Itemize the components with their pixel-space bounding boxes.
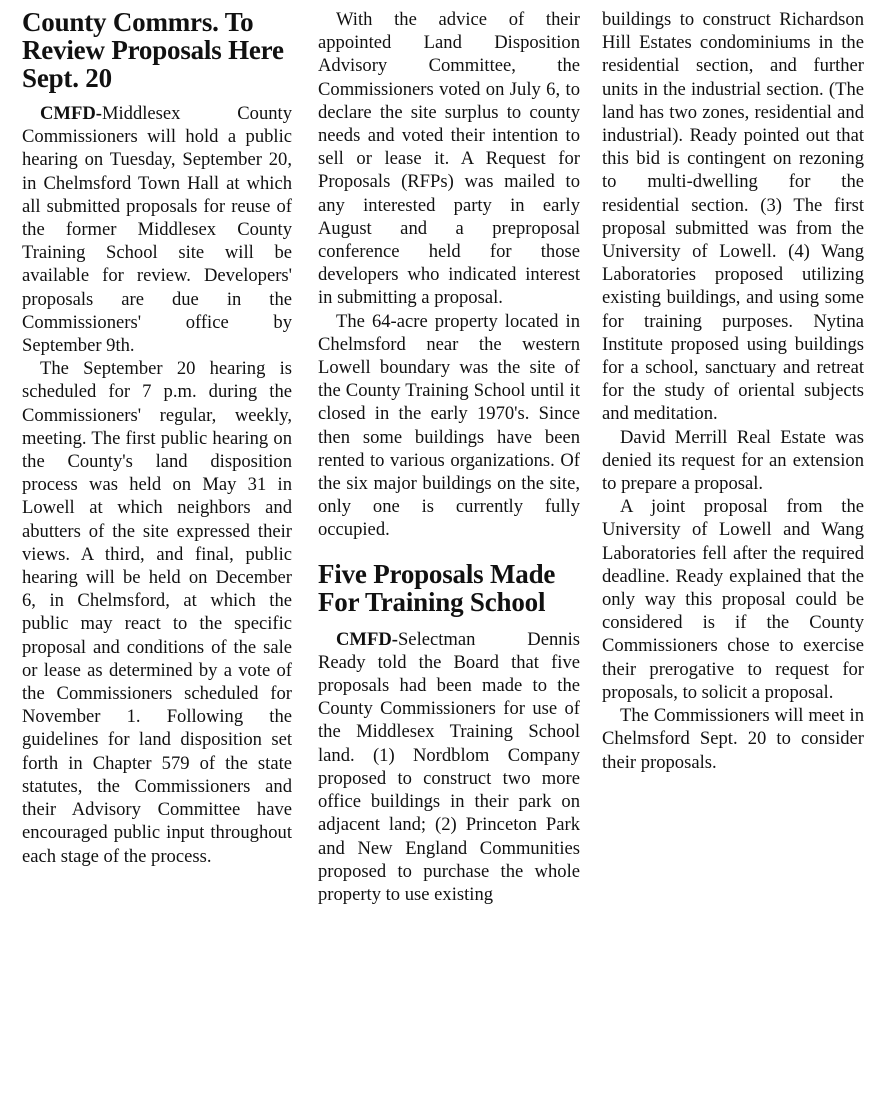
column-1 <box>22 8 292 868</box>
column-3 <box>602 8 864 774</box>
article-1-paragraph-3: With the advice of their appointed Land Disposition Advisory Committee, the Commissioners voted on July 6, to declare the site surplus to county needs and voted their intention to sell or lease it. A Request for Proposals (RFPs) was mailed to any interested party in early August and a preproposal conference held for those developers who indicated interest in submitting a proposal. <box>318 9 580 309</box>
article-2-dateline: CMFD- <box>336 628 398 650</box>
article-1-headline: County Commrs. To Review Proposals Here Sept. 20 <box>22 7 284 93</box>
article-2-paragraph-1-text: Selectman Dennis Ready told the Board that five proposals had been made to the County Commissioners for use of the Middlesex Training School land. (1) Nordblom Company proposed to construct two more office buildings in their park on adjacent land; (2) Princeton Park and New England Communities proposed to purchase the whole property to use existing <box>318 628 580 905</box>
article-1-paragraph-1-text: Middlesex County Commissioners will hold a public hearing on Tuesday, September 20, in Chelmsford Town Hall at which all submitted proposals for reuse of the former Middlesex County Training School site will be available for review. Developers' proposals are due in the Commissioners' office by September 9th. <box>22 103 292 357</box>
column-2 <box>318 8 580 906</box>
article-2-paragraph-1 <box>318 628 580 906</box>
article-2-headline: Five Proposals Made For Training School <box>318 558 556 617</box>
article-2-paragraph-1-continued: buildings to construct Richardson Hill Estates condominiums in the residential section, and further units in the industrial section. (The land has two zones, residential and industrial). Ready pointed out that this bid is contingent on rezoning to multi-dwelling for the residential section. (3) The first proposal submitted was from the University of Lowell. (4) Wang Laboratories proposed utilizing existing buildings, and using some for training purposes. Nytina Institute proposed using buildings for a school, sanctuary and retreat for the study of oriental subjects and meditation. <box>602 9 864 425</box>
article-1-dateline: CMFD- <box>40 103 102 124</box>
article-2-paragraph-2: David Merrill Real Estate was denied its request for an extension to prepare a proposal. <box>602 426 864 495</box>
article-1-paragraph-2: The September 20 hearing is scheduled for 7 p.m. during the Commissioners' regular, weekly, meeting. The first public hearing on the County's land disposition process was held on May 31 in Lowell at which neighbors and abutters of the site expressed their views. A third, and final, public hearing will be held on December 6, in Chelmsford, at which the public may react to the specific proposal and conditions of the sale or lease as determined by a vote of the Commissioners scheduled for November 1. Following the guidelines for land disposition set forth in Chapter 579 of the state statutes, the Commissioners and their Advisory Committee have encouraged public input throughout each stage of the process. <box>22 358 292 867</box>
article-1-paragraph-1 <box>22 102 292 357</box>
article-2-paragraph-3: A joint proposal from the University of Lowell and Wang Laboratories fell after the required deadline. Ready explained that the only way this proposal could be considered is if the County Commissioners chose to exercise their prerogative to request for proposals, to solicit a proposal. <box>602 496 864 703</box>
article-1-paragraph-4: The 64-acre property located in Chelmsford near the western Lowell boundary was the site of the County Training School until it closed in the early 1970's. Since then some buildings have been rented to various organizations. Of the six major buildings on the site, only one is currently fully occupied. <box>318 310 580 541</box>
article-2-paragraph-4: The Commissioners will meet in Chelmsford Sept. 20 to consider their proposals. <box>602 705 864 773</box>
